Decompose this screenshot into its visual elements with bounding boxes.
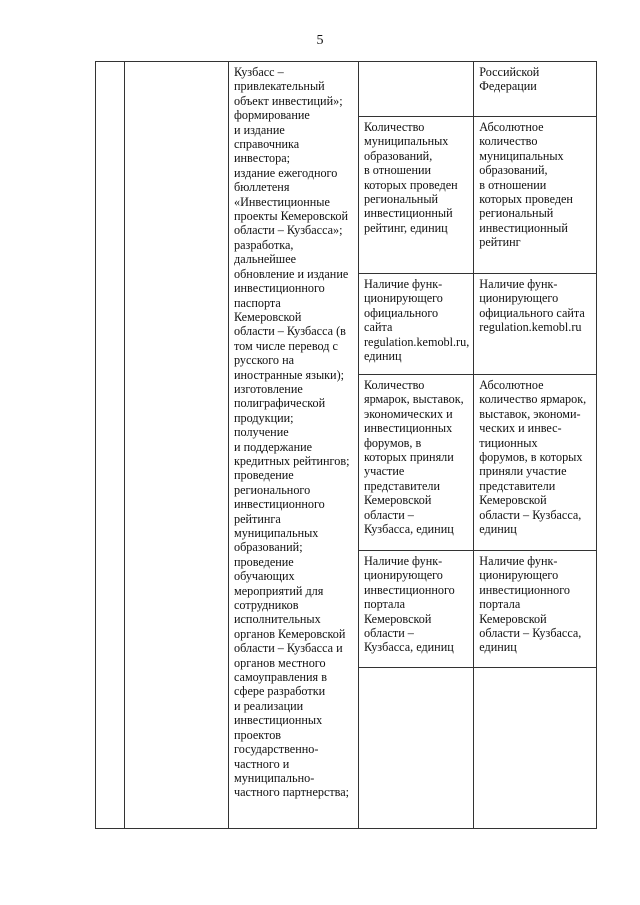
empty-cell-task	[125, 62, 229, 829]
page-number: 5	[316, 33, 324, 48]
definition-cell: Наличие функ- ционирующего официального сайта regulation.kemobl.ru	[474, 274, 597, 375]
empty-cell-number	[96, 62, 125, 829]
activity-cell: Кузбасс – привлекательный объект инвестиций»; формирование и издание справочника инвестора; издание ежегодного бюллетеня «Инвестиционные проекты Кемеровской области – Кузбасса»; разработка, дальнейшее обновление и издание инвестиционного паспорта Кемеровской области – Кузбасса (в том числе перевод с русского на иностранные языки); изготовление полиграфической продукции; получение и поддержание кредитных рейтингов; проведение регионального инвестиционного рейтинга муниципальных образований; проведение обучающих мероприятий для сотрудников исполнительных органов Кемеровской области – Кузбасса и органов местного самоуправления в сфере разработки и реализации инвестиционных проектов государственно- частного и муниципально- частного партнерства;	[229, 62, 359, 829]
indicator-cell: Наличие функ- ционирующего инвестиционного портала Кемеровской области – Кузбасса, единиц	[359, 551, 474, 668]
definition-cell: Российской Федерации	[474, 62, 597, 117]
definition-cell: Абсолютное количество муниципальных образований, в отношении которых проведен региональный инвестиционный рейтинг	[474, 117, 597, 274]
indicator-cell-empty	[359, 668, 474, 829]
definition-cell: Наличие функ- ционирующего инвестиционного портала Кемеровской области – Кузбасса, единиц	[474, 551, 597, 668]
indicators-table	[95, 61, 597, 829]
indicator-cell: Наличие функ- ционирующего официального сайта regulation.kemobl.ru, единиц	[359, 274, 474, 375]
table-row	[96, 62, 597, 117]
indicator-cell-empty	[359, 62, 474, 117]
indicator-cell: Количество ярмарок, выставок, экономических и инвестиционных форумов, в которых приняли участие представители Кемеровской области – Кузбасса, единиц	[359, 375, 474, 551]
indicator-cell: Количество муниципальных образований, в отношении которых проведен региональный инвестиционный рейтинг, единиц	[359, 117, 474, 274]
definition-cell-empty	[474, 668, 597, 829]
definition-cell: Абсолютное количество ярмарок, выставок, экономи- ческих и инвес- тиционных форумов, в которых приняли участие представители Кемеровской области – Кузбасса, единиц	[474, 375, 597, 551]
